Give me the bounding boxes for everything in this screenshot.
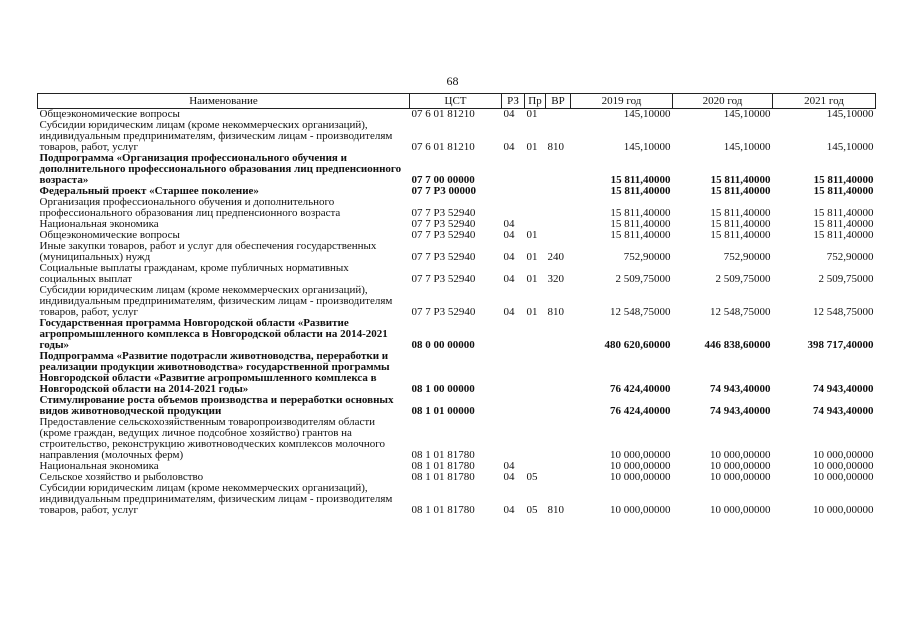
row-pr bbox=[525, 318, 546, 351]
row-pr: 01 bbox=[526, 251, 538, 263]
row-name: Сельское хозяйство и рыболовство bbox=[39, 471, 204, 483]
row-name: Национальная экономика bbox=[39, 218, 159, 230]
row-name: Федеральный проект «Старшее поколение» bbox=[39, 185, 259, 197]
row-amount-2021: 15 811,40000 bbox=[813, 174, 874, 186]
table-row bbox=[38, 153, 876, 186]
row-amount-2021: 398 717,40000 bbox=[807, 339, 874, 351]
row-pr bbox=[525, 197, 546, 219]
row-vr bbox=[546, 351, 571, 395]
row-rz: 04 bbox=[503, 471, 515, 483]
row-amount-2019: 10 000,00000 bbox=[610, 460, 671, 472]
row-vr bbox=[546, 109, 571, 121]
row-vr bbox=[546, 417, 571, 461]
row-pr: 01 bbox=[526, 306, 538, 318]
row-amount-2019: 15 811,40000 bbox=[610, 229, 671, 241]
table-body bbox=[38, 109, 876, 517]
table-row bbox=[38, 318, 876, 351]
row-pr bbox=[525, 395, 546, 417]
row-amount-2021: 12 548,75000 bbox=[813, 306, 874, 318]
row-vr bbox=[546, 472, 571, 483]
row-name: Субсидии юридическим лицам (кроме некоммерческих организаций), индивидуальным предпринимателям, физическим лицам - производителям товаров, работ, услуг bbox=[39, 482, 393, 516]
row-vr bbox=[546, 395, 571, 417]
row-amount-2019: 480 620,60000 bbox=[604, 339, 671, 351]
row-pr: 01 bbox=[526, 108, 538, 120]
row-amount-2020: 12 548,75000 bbox=[710, 306, 771, 318]
row-cst: 08 1 01 81780 bbox=[411, 471, 475, 483]
row-amount-2021: 2 509,75000 bbox=[818, 273, 874, 285]
row-amount-2019: 76 424,40000 bbox=[610, 383, 671, 395]
header-name: Наименование bbox=[38, 94, 410, 109]
row-amount-2021: 145,10000 bbox=[826, 141, 874, 153]
row-name: Государственная программа Новгородской области «Развитие агропромышленного комплекса в Новгородской области на 2014-2021 годы» bbox=[39, 317, 388, 351]
header-2021: 2021 год bbox=[773, 94, 876, 109]
row-amount-2019: 145,10000 bbox=[623, 141, 671, 153]
row-amount-2020: 752,90000 bbox=[723, 251, 771, 263]
row-amount-2020: 10 000,00000 bbox=[710, 471, 771, 483]
row-cst: 07 7 P3 52940 bbox=[411, 306, 476, 318]
header-cst: ЦСТ bbox=[410, 94, 502, 109]
row-amount-2019: 10 000,00000 bbox=[610, 449, 671, 461]
row-amount-2021: 15 811,40000 bbox=[813, 185, 874, 197]
row-pr: 01 bbox=[526, 273, 538, 285]
row-amount-2021: 10 000,00000 bbox=[813, 449, 874, 461]
row-rz: 04 bbox=[503, 306, 515, 318]
row-amount-2020: 15 811,40000 bbox=[710, 185, 771, 197]
table-row bbox=[38, 395, 876, 417]
row-amount-2020: 2 509,75000 bbox=[715, 273, 771, 285]
header-vr: ВР bbox=[546, 94, 571, 109]
row-vr bbox=[546, 318, 571, 351]
row-rz bbox=[502, 318, 525, 351]
table-row bbox=[38, 197, 876, 219]
row-amount-2020: 446 838,60000 bbox=[704, 339, 771, 351]
row-name: Организация профессионального обучения и дополнительного профессионального образования лиц предпенсионного возраста bbox=[39, 196, 341, 219]
row-rz: 04 bbox=[503, 229, 515, 241]
row-pr bbox=[525, 417, 546, 461]
row-amount-2021: 752,90000 bbox=[826, 251, 874, 263]
row-vr: 810 bbox=[547, 306, 564, 318]
row-vr bbox=[546, 186, 571, 197]
row-name: Национальная экономика bbox=[39, 460, 159, 472]
row-amount-2019: 10 000,00000 bbox=[610, 504, 671, 516]
row-amount-2021: 145,10000 bbox=[826, 108, 874, 120]
row-amount-2019: 15 811,40000 bbox=[610, 218, 671, 230]
row-vr bbox=[546, 230, 571, 241]
table-row bbox=[38, 483, 876, 516]
row-amount-2021: 15 811,40000 bbox=[813, 218, 874, 230]
row-amount-2019: 15 811,40000 bbox=[610, 185, 671, 197]
row-cst: 07 7 00 00000 bbox=[411, 174, 475, 186]
row-amount-2019: 76 424,40000 bbox=[610, 405, 671, 417]
row-amount-2019: 2 509,75000 bbox=[615, 273, 671, 285]
row-rz bbox=[502, 395, 525, 417]
row-name: Предоставление сельскохозяйственным товаропроизводителям области (кроме граждан, ведущих личное подсобное хозяйство) грантов на строительство, реконструкцию животноводческих комплексов молочного направления (молочных ферм) bbox=[39, 416, 386, 461]
row-amount-2019: 12 548,75000 bbox=[610, 306, 671, 318]
row-rz: 04 bbox=[503, 141, 515, 153]
row-pr bbox=[525, 186, 546, 197]
row-cst: 07 7 P3 52940 bbox=[411, 229, 476, 241]
row-vr bbox=[546, 153, 571, 186]
table-row bbox=[38, 417, 876, 461]
row-rz: 04 bbox=[503, 504, 515, 516]
row-vr: 810 bbox=[547, 141, 564, 153]
row-amount-2019: 752,90000 bbox=[623, 251, 671, 263]
row-cst: 08 1 01 00000 bbox=[411, 405, 475, 417]
row-amount-2020: 10 000,00000 bbox=[710, 460, 771, 472]
row-amount-2019: 145,10000 bbox=[623, 108, 671, 120]
row-cst: 07 7 P3 52940 bbox=[411, 251, 476, 263]
row-rz bbox=[502, 186, 525, 197]
table-row bbox=[38, 263, 876, 285]
row-name: Общеэкономические вопросы bbox=[39, 108, 180, 120]
row-pr: 01 bbox=[526, 141, 538, 153]
row-amount-2021: 15 811,40000 bbox=[813, 229, 874, 241]
row-amount-2020: 74 943,40000 bbox=[710, 383, 771, 395]
budget-table bbox=[37, 93, 876, 516]
row-cst: 08 1 00 00000 bbox=[411, 383, 475, 395]
row-amount-2019: 10 000,00000 bbox=[610, 471, 671, 483]
row-name: Общеэкономические вопросы bbox=[39, 229, 180, 241]
row-pr bbox=[525, 153, 546, 186]
row-cst: 07 7 P3 52940 bbox=[411, 207, 476, 219]
row-cst: 07 6 01 81210 bbox=[411, 141, 475, 153]
row-name: Иные закупки товаров, работ и услуг для обеспечения государственных (муниципальных) нужд bbox=[39, 240, 377, 263]
row-vr bbox=[546, 461, 571, 472]
row-cst: 07 7 P3 52940 bbox=[411, 218, 476, 230]
header-rz: РЗ bbox=[502, 94, 525, 109]
row-rz: 04 bbox=[503, 251, 515, 263]
row-pr: 05 bbox=[526, 504, 538, 516]
row-amount-2021: 74 943,40000 bbox=[813, 405, 874, 417]
row-rz bbox=[502, 197, 525, 219]
row-vr: 810 bbox=[547, 504, 564, 516]
row-name: Социальные выплаты гражданам, кроме публичных нормативных социальных выплат bbox=[39, 262, 349, 285]
table-row bbox=[38, 351, 876, 395]
row-name: Стимулирование роста объемов производства и переработки основных видов животноводческой продукции bbox=[39, 394, 394, 417]
row-rz: 04 bbox=[503, 218, 515, 230]
row-cst: 07 7 P3 52940 bbox=[411, 273, 476, 285]
row-pr bbox=[525, 351, 546, 395]
row-amount-2019: 15 811,40000 bbox=[610, 174, 671, 186]
row-pr: 05 bbox=[526, 471, 538, 483]
row-vr bbox=[546, 197, 571, 219]
row-amount-2021: 10 000,00000 bbox=[813, 460, 874, 472]
row-rz bbox=[502, 351, 525, 395]
row-rz bbox=[502, 417, 525, 461]
table-row bbox=[38, 241, 876, 263]
row-name: Субсидии юридическим лицам (кроме некоммерческих организаций), индивидуальным предпринимателям, физическим лицам - производителям товаров, работ, услуг bbox=[39, 119, 393, 153]
row-amount-2020: 10 000,00000 bbox=[710, 504, 771, 516]
row-amount-2020: 15 811,40000 bbox=[710, 218, 771, 230]
row-amount-2020: 145,10000 bbox=[723, 141, 771, 153]
row-amount-2020: 15 811,40000 bbox=[710, 174, 771, 186]
row-name: Субсидии юридическим лицам (кроме некоммерческих организаций), индивидуальным предпринимателям, физическим лицам - производителям товаров, работ, услуг bbox=[39, 284, 393, 318]
row-amount-2021: 15 811,40000 bbox=[813, 207, 874, 219]
row-vr: 320 bbox=[547, 273, 564, 285]
row-amount-2021: 74 943,40000 bbox=[813, 383, 874, 395]
row-pr: 01 bbox=[526, 229, 538, 241]
row-cst: 07 6 01 81210 bbox=[411, 108, 475, 120]
row-cst: 08 1 01 81780 bbox=[411, 460, 475, 472]
table-header bbox=[38, 94, 876, 109]
row-amount-2020: 74 943,40000 bbox=[710, 405, 771, 417]
header-2019: 2019 год bbox=[571, 94, 673, 109]
row-amount-2019: 15 811,40000 bbox=[610, 207, 671, 219]
header-pr: Пр bbox=[525, 94, 546, 109]
row-amount-2020: 15 811,40000 bbox=[710, 229, 771, 241]
row-amount-2020: 145,10000 bbox=[723, 108, 771, 120]
header-2020: 2020 год bbox=[673, 94, 773, 109]
table-row bbox=[38, 285, 876, 318]
row-amount-2020: 10 000,00000 bbox=[710, 449, 771, 461]
row-vr bbox=[546, 219, 571, 230]
row-rz: 04 bbox=[503, 108, 515, 120]
page-number: 68 bbox=[446, 74, 459, 88]
row-rz: 04 bbox=[503, 460, 515, 472]
row-rz bbox=[502, 153, 525, 186]
row-cst: 08 1 01 81780 bbox=[411, 449, 475, 461]
row-name: Подпрограмма «Организация профессионального обучения и дополнительного профессионального образования лиц предпенсионного возраста» bbox=[39, 152, 402, 186]
table-row bbox=[38, 120, 876, 153]
row-amount-2020: 15 811,40000 bbox=[710, 207, 771, 219]
row-rz: 04 bbox=[503, 273, 515, 285]
row-cst: 07 7 P3 00000 bbox=[411, 185, 476, 197]
row-cst: 08 1 01 81780 bbox=[411, 504, 475, 516]
row-cst: 08 0 00 00000 bbox=[411, 339, 475, 351]
row-name: Подпрограмма «Развитие подотрасли животноводства, переработки и реализации продукции животноводства» государственной программы Новгородской области «Развитие агропромышленного комплекса в Новгородской области на 2014-2021 годы» bbox=[39, 350, 390, 395]
row-vr: 240 bbox=[547, 251, 564, 263]
row-amount-2021: 10 000,00000 bbox=[813, 471, 874, 483]
row-amount-2021: 10 000,00000 bbox=[813, 504, 874, 516]
